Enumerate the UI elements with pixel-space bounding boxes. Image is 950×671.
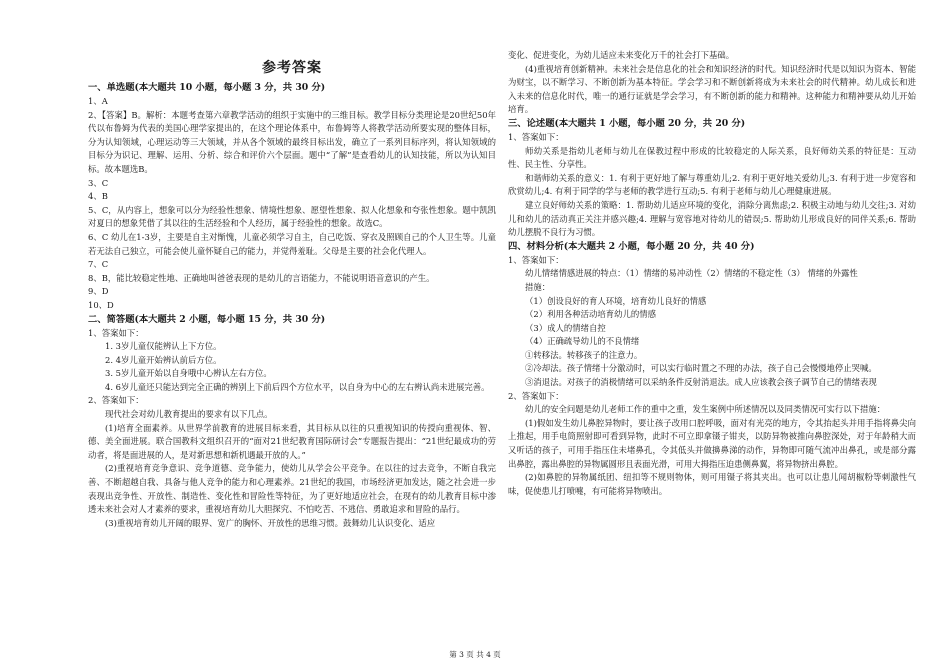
page-title: 参考答案 xyxy=(262,60,322,76)
answer-paragraph: 6、C 幼儿在1-3岁，主要是自主对惭愧，儿童必须学习自主，自己吃饭、穿衣及照顾自己的个人卫生等。儿童若无法自己独立，可能会使儿童怀疑自己的能力，并觉得羞耻。父母是主要的社会化代理人。 xyxy=(88,231,496,256)
answer-paragraph: （2）利用各种活动培育幼儿的情感 xyxy=(525,309,656,320)
answer-paragraph: ③消退法。对孩子的消极情绪可以采纳条件反射消退法。成人应该教会孩子调节自己的情绪表现 xyxy=(525,377,877,388)
section-heading: 四、材料分析(本大题共 2 小题，每小题 20 分，共 40 分) xyxy=(508,240,755,252)
answer-paragraph: ②冷却法。孩子情绪十分激动时，可以实行临时置之不理的办法，孩子自己会慢慢地停止哭喊。 xyxy=(525,363,877,374)
answer-paragraph: 1、答案如下： xyxy=(508,254,564,265)
answer-paragraph: 2、【答案】B。解析：本题考查第六章教学活动的组织于实施中的三维目标。教学目标分类理论是20世纪50年代以布鲁姆为代表的美国心理学家提出的，在这个理论体系中，布鲁姆等人将教学活动所要实现的整体目标，分为认知领域，心理运动等三大领域，并从各个领域的最终目标出发，确立了一系列目标序列，将认知领域的目标分为识记、理解、运用、分析、综合和评价六个层面。题中“了解”是查看幼儿的认知技能，所以为认知目标。故本题选B。 xyxy=(88,109,496,174)
answer-paragraph: (1)培育全面素养。从世界学前教育的进展目标来看，其目标从以往的只重视知识的传授向重视体、智、德、美全面进展。联合国教科文组织召开的“面对21世纪教育国际研讨会”专题报告提出：“21世纪最成功的劳动者，将是面进展的人，是对新思想和新机遇最开放的人。” xyxy=(88,422,496,460)
right-column xyxy=(508,49,916,498)
answer-paragraph: 10、D xyxy=(88,299,114,310)
right-column-body xyxy=(508,49,916,498)
answer-paragraph: (4)重视培育创新精神。未来社会是信息化的社会和知识经济的时代。知识经济时代是以知识为资本、智能为财宝，以不断学习、不断创新为基本特征。学会学习和不断创新将成为未来社会的时代精神。幼儿成长和进入未来的信息化时代，唯一的通行证就是学会学习，有不断创新的能力和精神。这种能力和精神要从幼儿开始培育。 xyxy=(508,63,916,115)
answer-paragraph: 1、答案如下： xyxy=(508,131,564,142)
section-heading: 一、单选题(本大题共 10 小题，每小题 3 分，共 30 分) xyxy=(88,82,326,93)
answer-paragraph: ①转移法。转移孩子的注意力。 xyxy=(525,349,643,360)
answer-paragraph: 幼儿的安全问题是幼儿老师工作的重中之重，发生案例中所述情况以及同类情况可实行以下措施： xyxy=(525,404,886,415)
answer-paragraph: 和谐师幼关系的意义：1. 有利于更好地了解与尊重幼儿;2. 有利于更好地关爱幼儿;3. 有利于进一步宽容和欣赏幼儿;4. 有利于同学的学与老师的教学进行互动;5. 有利于老师与幼儿心理健康进展。 xyxy=(508,172,916,197)
section-heading: 二、简答题(本大题共 2 小题，每小题 15 分，共 30 分) xyxy=(88,313,326,325)
answer-paragraph: 措施： xyxy=(525,281,551,292)
answer-paragraph: 7、C xyxy=(88,259,109,270)
page-footer: 第 3 页 共 4 页 xyxy=(449,650,501,659)
answer-paragraph: （4）正确疏导幼儿的不良情绪 xyxy=(525,336,640,347)
answer-paragraph: 1. 3岁儿童仅能辨认上下方位。 xyxy=(105,341,222,352)
answer-paragraph: (3)重视培育幼儿开阔的眼界、宽广的胸怀、开放性的思维习惯。鼓舞幼儿认识变化、适应 xyxy=(105,517,436,528)
answer-paragraph: （1）创设良好的育人环境，培育幼儿良好的情感 xyxy=(525,295,707,306)
answer-paragraph: 1、A xyxy=(88,96,108,106)
answer-paragraph: (2)重视培育竞争意识、竞争道德、竞争能力，使幼儿从学会公平竞争。在以往的过去竞争，不断自我完善、不断超越自我、具备与他人竞争的能力和心理素养。21世纪的我国，市场经济更加发达，随之社会进一步表现出竞争性、开放性、制造性、变化性和冒险性等特征，为了更好地适应社会，在现有的幼儿教育目标中渗透未来社会对人才素养的要求，重视培育幼儿大胆探究、不怕吃苦、不逃信、勇敢追求和冒险的品行。 xyxy=(88,463,496,515)
answer-paragraph: 4、B xyxy=(88,191,108,202)
answer-paragraph: 1、答案如下： xyxy=(88,327,144,338)
left-column xyxy=(88,50,496,530)
answer-paragraph: 幼儿情绪情感进展的特点：（1）情绪的易冲动性（2）情绪的不稳定性（3） 情绪的外露性 xyxy=(525,268,858,279)
answer-paragraph: 5、C，从内容上，想象可以分为经验性想象、情境性想象、愿望性想象、拟人化想象和夸张性想象。题中凯凯对夏日的想象凭借了其以往的生活经验和个人经历，属于经验性的想象。故选C。 xyxy=(88,204,496,229)
answer-paragraph: 3. 5岁儿童开始以自身哦中心辨认左右方位。 xyxy=(105,368,272,379)
answer-paragraph: 4. 6岁儿童还只能达到完全正确的辨别上下前后四个方位水平，以自身为中心的左右辨认尚未进展完善。 xyxy=(105,381,490,392)
answer-paragraph: 建立良好师幼关系的策略：1. 帮助幼儿适应环境的变化，消除分离焦虑;2. 积极主动地与幼儿交往;3. 对幼儿和幼儿的活动真正关注并感兴趣;4. 理解与宽容地对待幼儿的错误;5. 帮助幼儿形成良好的同伴关系;6. 帮助幼儿摆脱不良行为习惯。 xyxy=(508,199,916,238)
answer-paragraph: 师幼关系是指幼儿老师与幼儿在保教过程中形成的比较稳定的人际关系，良好师幼关系的特征是：互动性、民主性、分享性。 xyxy=(508,145,916,170)
answer-paragraph: (2)如鼻腔的异物属纸团、纽扣等不规则物体，则可用镊子将其夹出。也可以让患儿闻胡椒粉等刺激性气味，促使患儿打喷嚏，有可能将异物喷出。 xyxy=(508,472,916,496)
answer-paragraph: （3）成人的情绪自控 xyxy=(525,322,606,333)
answer-paragraph: 现代社会对幼儿教育提出的要求有以下几点。 xyxy=(105,409,273,420)
left-column-body xyxy=(88,81,496,530)
answer-paragraph: 2、答案如下： xyxy=(88,395,144,406)
answer-paragraph: 3、C xyxy=(88,177,109,188)
answer-paragraph: 变化、促进变化，为幼儿适应未来变化万千的社会打下基础。 xyxy=(508,50,735,60)
answer-paragraph: 2. 4岁儿童开始辨认前后方位。 xyxy=(105,354,222,365)
answer-paragraph: 2、答案如下： xyxy=(508,390,564,401)
answer-paragraph: (1)假如发生幼儿鼻腔异物时，要让孩子改用口腔呼吸，面对有光亮的地方，令其抬起头并用手指将鼻尖向上推起，用手电筒照射即可看到异物，此时不可立即拿镊子钳夹，以防异物被推向鼻腔深处，对于年龄稍大而又听话的孩子，可用手指压住未堵鼻孔，令其低头并做擤鼻涕的动作，异物即可随气流冲出鼻孔，或是部分露出鼻腔，露出鼻腔的异物属圆形且表面光滑，可用大拇指压迫患侧鼻翼，将异物挤出鼻腔。 xyxy=(508,417,916,469)
answer-paragraph: 9、D xyxy=(88,286,109,297)
answer-paragraph: 8、B，能比较稳定性地、正确地叫爸爸表现的是幼儿的言语能力，不能说明语音意识的产生。 xyxy=(88,272,435,283)
section-heading: 三、论述题(本大题共 1 小题，每小题 20 分，共 20 分) xyxy=(508,117,746,129)
